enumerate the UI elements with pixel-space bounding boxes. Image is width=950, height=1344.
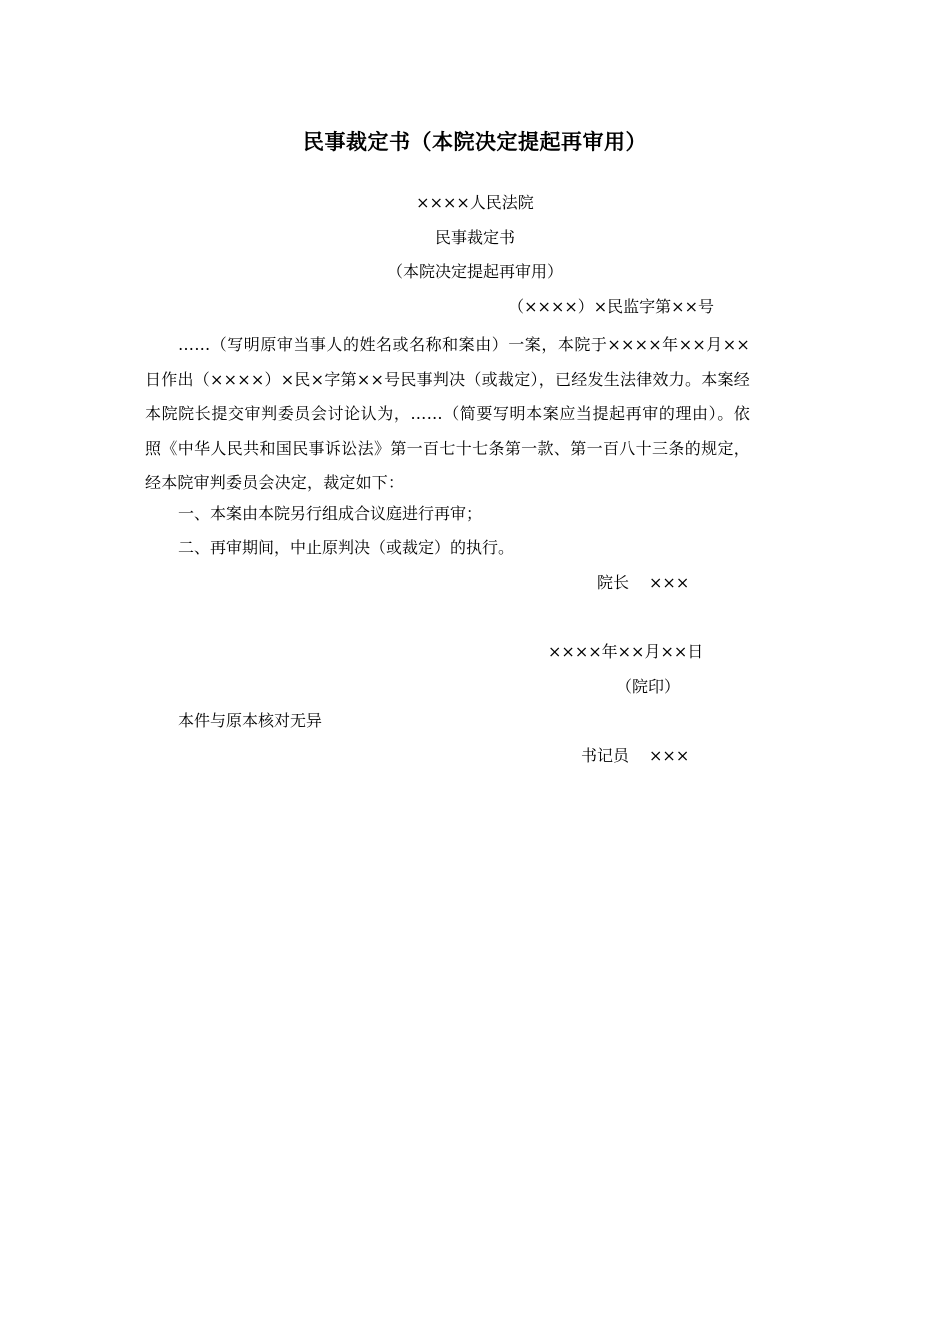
president-name: ××× xyxy=(649,573,690,592)
president-label: 院长 xyxy=(597,573,630,592)
document-date: ××××年××月××日 xyxy=(548,642,704,661)
court-name: ××××人民法院 xyxy=(416,193,534,212)
verification-note: 本件与原本核对无异 xyxy=(178,711,323,730)
ruling-item-1: 一、本案由本院另行组成合议庭进行再审； xyxy=(178,504,483,523)
document-title: 民事裁定书（本院决定提起再审用） xyxy=(303,129,647,154)
ruling-item-2: 二、再审期间，中止原判决（或裁定）的执行。 xyxy=(178,538,515,557)
document-subtitle: （本院决定提起再审用） xyxy=(386,262,563,281)
clerk-label: 书记员 xyxy=(581,746,630,765)
clerk-name: ××× xyxy=(649,746,690,765)
president-signature xyxy=(597,571,689,595)
clerk-signature xyxy=(581,744,689,768)
court-seal: （院印） xyxy=(616,677,681,696)
body-paragraph: ……（写明原审当事人的姓名或名称和案由）一案，本院于××××年××月××日作出（××××）×民×字第××号民事判决（或裁定），已经发生法律效力。本案经本院院长提交审判委员会讨论认为，……（简要写明本案应当提起再审的理由）。依照《中华人民共和国民事诉讼法》第一百七十七条第一款、第一百八十三条的规定，经本院审判委员会决定，裁定如下： xyxy=(145,335,750,493)
document-type: 民事裁定书 xyxy=(434,228,515,247)
case-number: （××××）×民监字第××号 xyxy=(508,297,714,316)
